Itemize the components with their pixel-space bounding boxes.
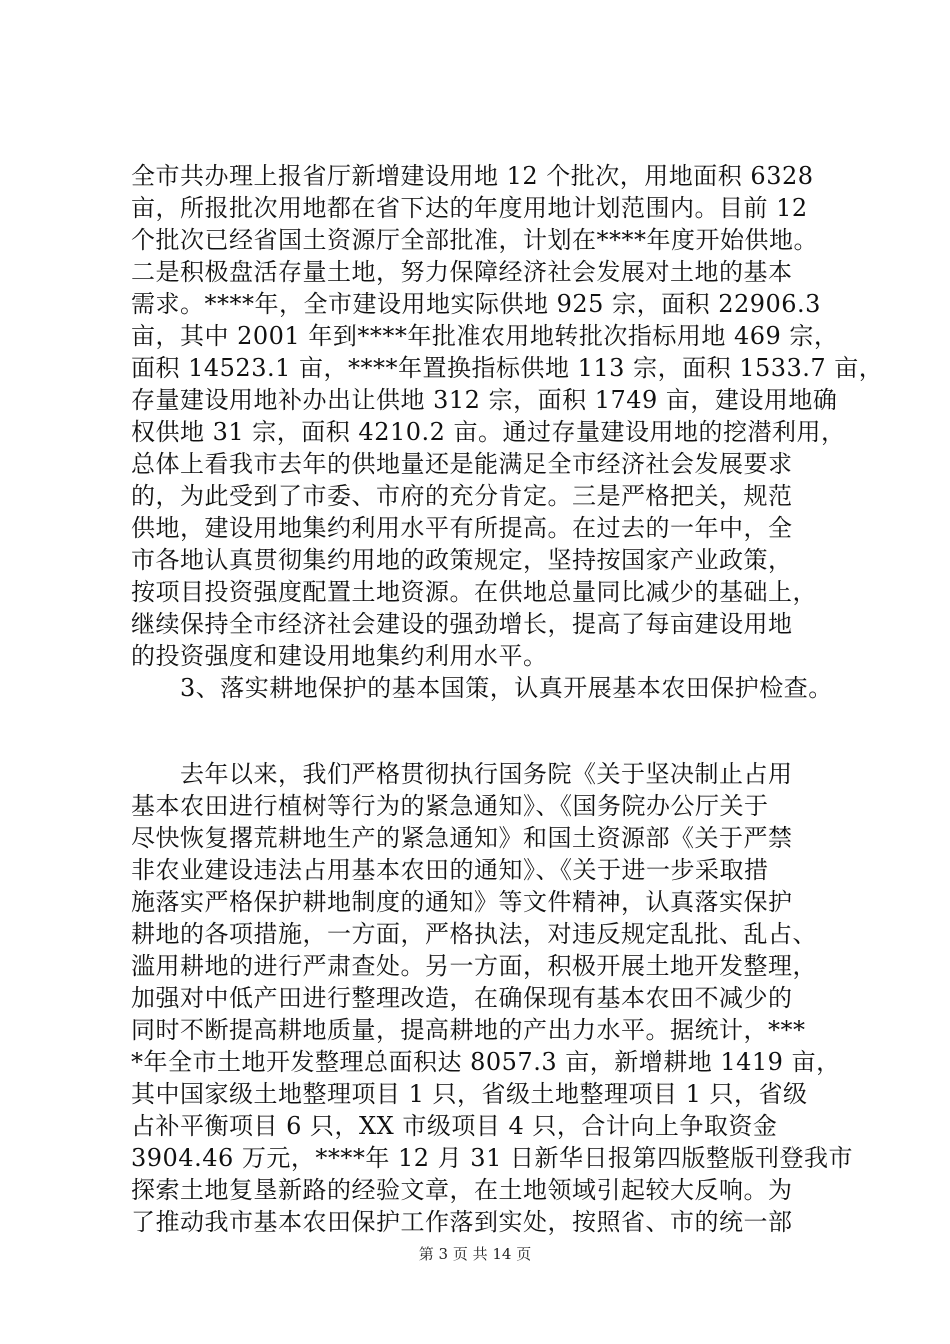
text-line: 市各地认真贯彻集约用地的政策规定，坚持按国家产业政策， [131, 546, 793, 574]
text-line: 了推动我市基本农田保护工作落到实处，按照省、市的统一部 [131, 1208, 793, 1236]
text-line: 的，为此受到了市委、市府的充分肯定。三是严格把关，规范 [131, 482, 793, 510]
text-line: 总体上看我市去年的供地量还是能满足全市经济社会发展要求 [131, 450, 793, 478]
text-line: 需求。****年，全市建设用地实际供地 925 宗，面积 22906.3 [131, 290, 821, 318]
text-line: 占补平衡项目 6 只，XX 市级项目 4 只，合计向上争取资金 [131, 1112, 778, 1140]
text-line: 同时不断提高耕地质量，提高耕地的产出力水平。据统计，*** [131, 1016, 806, 1044]
text-line: 加强对中低产田进行整理改造，在确保现有基本农田不减少的 [131, 984, 793, 1012]
text-line: 基本农田进行植树等行为的紧急通知》、《国务院办公厅关于 [131, 792, 769, 820]
text-line: 的投资强度和建设用地集约利用水平。 [131, 642, 548, 670]
text-line: 滥用耕地的进行严肃查处。另一方面，积极开展土地开发整理， [131, 952, 817, 980]
text-line: 探索土地复垦新路的经验文章，在土地领域引起较大反响。为 [131, 1176, 793, 1204]
text-line: 权供地 31 宗，面积 4210.2 亩。通过存量建设用地的挖潜利用， [131, 418, 846, 446]
text-line: 去年以来，我们严格贯彻执行国务院《关于坚决制止占用 [131, 760, 793, 788]
text-line: 继续保持全市经济社会建设的强劲增长，提高了每亩建设用地 [131, 610, 793, 638]
text-line: 按项目投资强度配置土地资源。在供地总量同比减少的基础上， [131, 578, 817, 606]
text-line: 亩，其中 2001 年到****年批准农用地转批次指标用地 469 宗， [131, 322, 839, 350]
text-line: 3904.46 万元，****年 12 月 31 日新华日报第四版整版刊登我市 [131, 1144, 853, 1172]
text-line: 全市共办理上报省厅新增建设用地 12 个批次，用地面积 6328 [131, 162, 814, 190]
paragraph-land-supply [131, 160, 884, 672]
text-line: 面积 14523.1 亩，****年置换指标供地 113 宗，面积 1533.7 亩， [131, 354, 884, 382]
text-line: 非农业建设违法占用基本农田的通知》、《关于进一步采取措 [131, 856, 769, 884]
text-line: 其中国家级土地整理项目 1 只，省级土地整理项目 1 只，省级 [131, 1080, 808, 1108]
text-line: *年全市土地开发整理总面积达 8057.3 亩，新增耕地 1419 亩， [131, 1048, 841, 1076]
text-line: 存量建设用地补办出让供地 312 宗，面积 1749 亩，建设用地确 [131, 386, 838, 414]
text-line: 供地，建设用地集约利用水平有所提高。在过去的一年中，全 [131, 514, 793, 542]
text-line: 个批次已经省国土资源厅全部批准，计划在****年度开始供地。 [131, 226, 818, 254]
text-line: 尽快恢复撂荒耕地生产的紧急通知》和国土资源部《关于严禁 [131, 824, 793, 852]
paragraph-gap [131, 704, 831, 758]
text-line: 耕地的各项措施，一方面，严格执法，对违反规定乱批、乱占、 [131, 920, 817, 948]
text-line: 二是积极盘活存量土地，努力保障经济社会发展对土地的基本 [131, 258, 793, 286]
section-heading: 3、落实耕地保护的基本国策，认真开展基本农田保护检查。 [131, 674, 833, 702]
paragraph-farmland-protection [131, 758, 853, 1238]
text-line: 亩，所报批次用地都在省下达的年度用地计划范围内。目前 12 [131, 194, 808, 222]
text-line: 施落实严格保护耕地制度的通知》等文件精神，认真落实保护 [131, 888, 793, 916]
body-text [131, 160, 884, 1238]
page-number-footer: 第 3 页 共 14 页 [418, 1245, 532, 1263]
